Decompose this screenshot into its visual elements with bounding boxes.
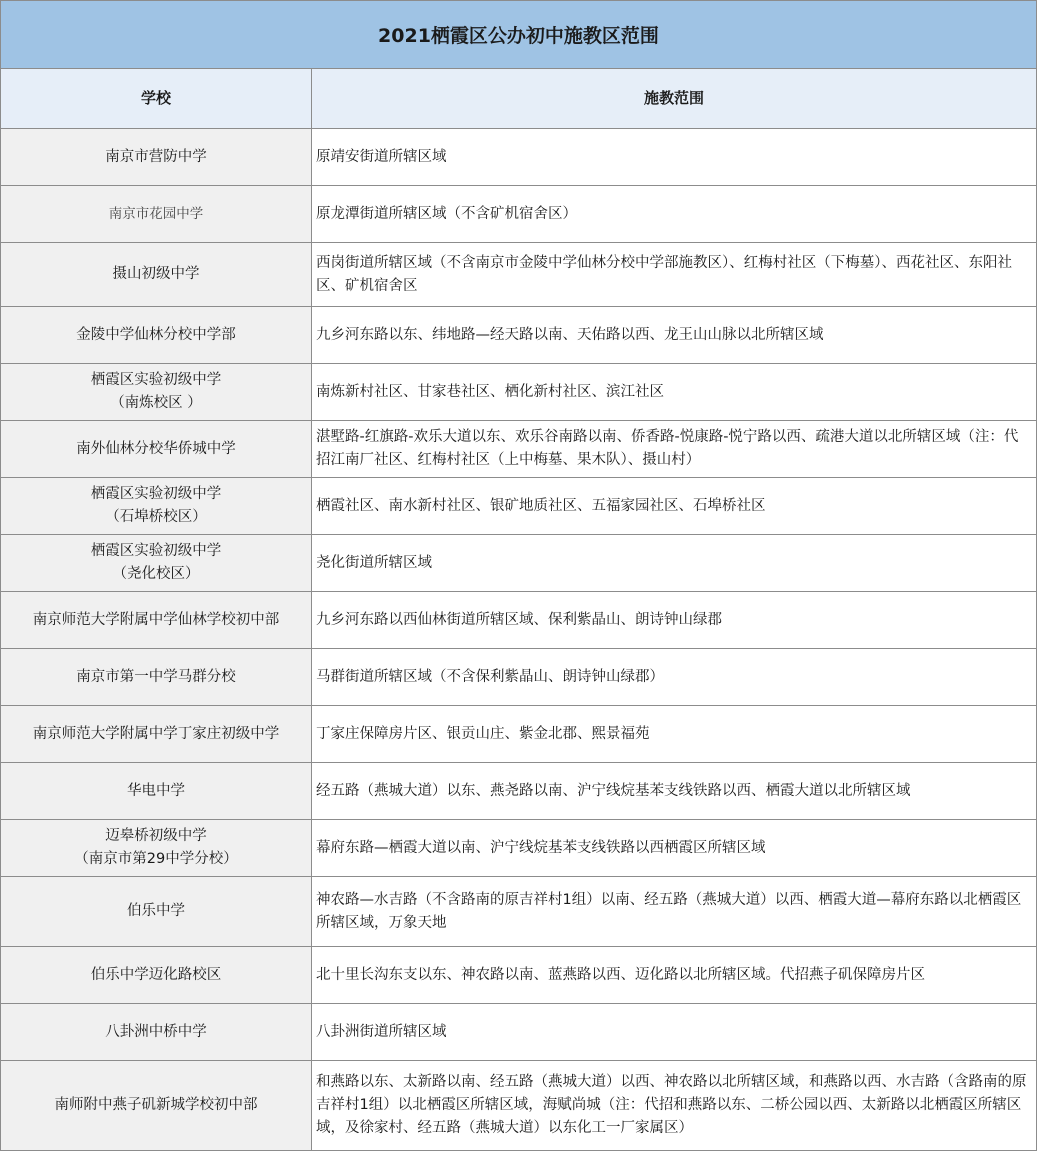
school-cell xyxy=(1,592,312,648)
school-name-line: 南京师范大学附属中学丁家庄初级中学 xyxy=(32,725,280,742)
scope-cell: 南炼新村社区、甘家巷社区、栖化新村社区、滨江社区 xyxy=(312,364,1037,420)
scope-cell: 神农路—水吉路（不含路南的原吉祥村1组）以南、经五路（燕城大道）以西、栖霞大道—幕府东路以北栖霞区所辖区域，万象天地 xyxy=(312,877,1037,946)
school-name-line: 南京师范大学附属中学仙林学校初中部 xyxy=(32,611,280,628)
school-name-line: （南京市第29中学分校） xyxy=(74,851,238,867)
school-name-line: （南炼校区 ） xyxy=(110,395,202,411)
school-cell xyxy=(1,877,312,946)
school-name-line: 栖霞区实验初级中学 xyxy=(90,372,222,388)
school-cell xyxy=(1,243,312,306)
school-name-line: （石埠桥校区） xyxy=(105,509,207,525)
school-cell xyxy=(1,1004,312,1060)
table-title: 2021栖霞区公办初中施教区范围 xyxy=(1,1,1037,69)
table-row xyxy=(1,129,1037,186)
table-row xyxy=(1,243,1037,307)
school-cell xyxy=(1,535,312,591)
header-school: 学校 xyxy=(1,69,312,128)
school-cell xyxy=(1,947,312,1003)
table-row xyxy=(1,307,1037,364)
scope-cell: 西岗街道所辖区域（不含南京市金陵中学仙林分校中学部施教区）、红梅村社区（下梅墓）、西花社区、东阳社区、矿机宿舍区 xyxy=(312,243,1037,306)
school-name-line: 南京市花园中学 xyxy=(108,205,204,222)
school-name-line: 摄山初级中学 xyxy=(112,266,200,282)
table-header-row xyxy=(1,69,1037,129)
school-cell xyxy=(1,820,312,876)
table-row xyxy=(1,947,1037,1004)
scope-cell: 八卦洲街道所辖区域 xyxy=(312,1004,1037,1060)
school-cell xyxy=(1,307,312,363)
scope-cell: 和燕路以东、太新路以南、经五路（燕城大道）以西、神农路以北所辖区域，和燕路以西、水吉路（含路南的原吉祥村1组）以北栖霞区所辖区域，海赋尚城（注：代招和燕路以东、二桥公园以西、太新路以北栖霞区所辖区域，及徐家村、经五路（燕城大道）以东化工一厂家属区） xyxy=(312,1061,1037,1150)
school-cell xyxy=(1,763,312,819)
scope-cell: 丁家庄保障房片区、银贡山庄、紫金北郡、熙景福苑 xyxy=(312,706,1037,762)
school-cell xyxy=(1,421,312,477)
school-cell xyxy=(1,186,312,242)
school-name-line: 栖霞区实验初级中学 xyxy=(90,543,222,559)
scope-cell: 马群街道所辖区域（不含保利紫晶山、朗诗钟山绿郡） xyxy=(312,649,1037,705)
scope-cell: 栖霞社区、南水新村社区、银矿地质社区、五福家园社区、石埠桥社区 xyxy=(312,478,1037,534)
school-name-line: 伯乐中学 xyxy=(127,903,185,919)
scope-cell: 幕府东路—栖霞大道以南、沪宁线烷基苯支线铁路以西栖霞区所辖区域 xyxy=(312,820,1037,876)
scope-cell: 尧化街道所辖区域 xyxy=(312,535,1037,591)
school-cell xyxy=(1,129,312,185)
scope-cell: 原龙潭街道所辖区域（不含矿机宿舍区） xyxy=(312,186,1037,242)
table-row xyxy=(1,186,1037,243)
scope-cell: 九乡河东路以东、纬地路—经天路以南、天佑路以西、龙王山山脉以北所辖区域 xyxy=(312,307,1037,363)
school-name-line: （尧化校区） xyxy=(112,566,200,582)
school-name-line: 八卦洲中桥中学 xyxy=(105,1023,207,1040)
school-name-line: 南师附中燕子矶新城学校初中部 xyxy=(54,1097,258,1113)
school-name-line: 南京市第一中学马群分校 xyxy=(76,668,236,685)
table-row xyxy=(1,421,1037,478)
school-cell xyxy=(1,1061,312,1150)
school-name-line: 华电中学 xyxy=(127,782,185,799)
scope-cell: 原靖安街道所辖区域 xyxy=(312,129,1037,185)
table-row xyxy=(1,1061,1037,1151)
school-name-line: 栖霞区实验初级中学 xyxy=(90,486,222,502)
scope-cell: 九乡河东路以西仙林街道所辖区域、保利紫晶山、朗诗钟山绿郡 xyxy=(312,592,1037,648)
school-name-line: 金陵中学仙林分校中学部 xyxy=(76,326,236,343)
scope-cell: 北十里长沟东支以东、神农路以南、蓝燕路以西、迈化路以北所辖区域。代招燕子矶保障房片区 xyxy=(312,947,1037,1003)
school-cell xyxy=(1,706,312,762)
school-name-line: 南京市营防中学 xyxy=(105,148,207,165)
school-cell xyxy=(1,364,312,420)
school-name-line: 南外仙林分校华侨城中学 xyxy=(76,440,236,457)
table-body xyxy=(1,129,1037,1151)
table-row xyxy=(1,820,1037,877)
table-row xyxy=(1,877,1037,947)
school-name-line: 伯乐中学迈化路校区 xyxy=(90,966,222,983)
table-row xyxy=(1,763,1037,820)
school-cell xyxy=(1,478,312,534)
school-cell xyxy=(1,649,312,705)
table-row xyxy=(1,478,1037,535)
table-row xyxy=(1,706,1037,763)
table-row xyxy=(1,364,1037,421)
scope-cell: 经五路（燕城大道）以东、燕尧路以南、沪宁线烷基苯支线铁路以西、栖霞大道以北所辖区域 xyxy=(312,763,1037,819)
header-scope: 施教范围 xyxy=(312,69,1037,128)
scope-cell: 湛墅路-红旗路-欢乐大道以东、欢乐谷南路以南、侨香路-悦康路-悦宁路以西、疏港大道以北所辖区域（注：代招江南厂社区、红梅村社区（上中梅墓、果木队）、摄山村） xyxy=(312,421,1037,477)
table-row xyxy=(1,592,1037,649)
table-row xyxy=(1,535,1037,592)
table-row xyxy=(1,1004,1037,1061)
school-name-line: 迈皋桥初级中学 xyxy=(105,828,207,844)
table-row xyxy=(1,649,1037,706)
